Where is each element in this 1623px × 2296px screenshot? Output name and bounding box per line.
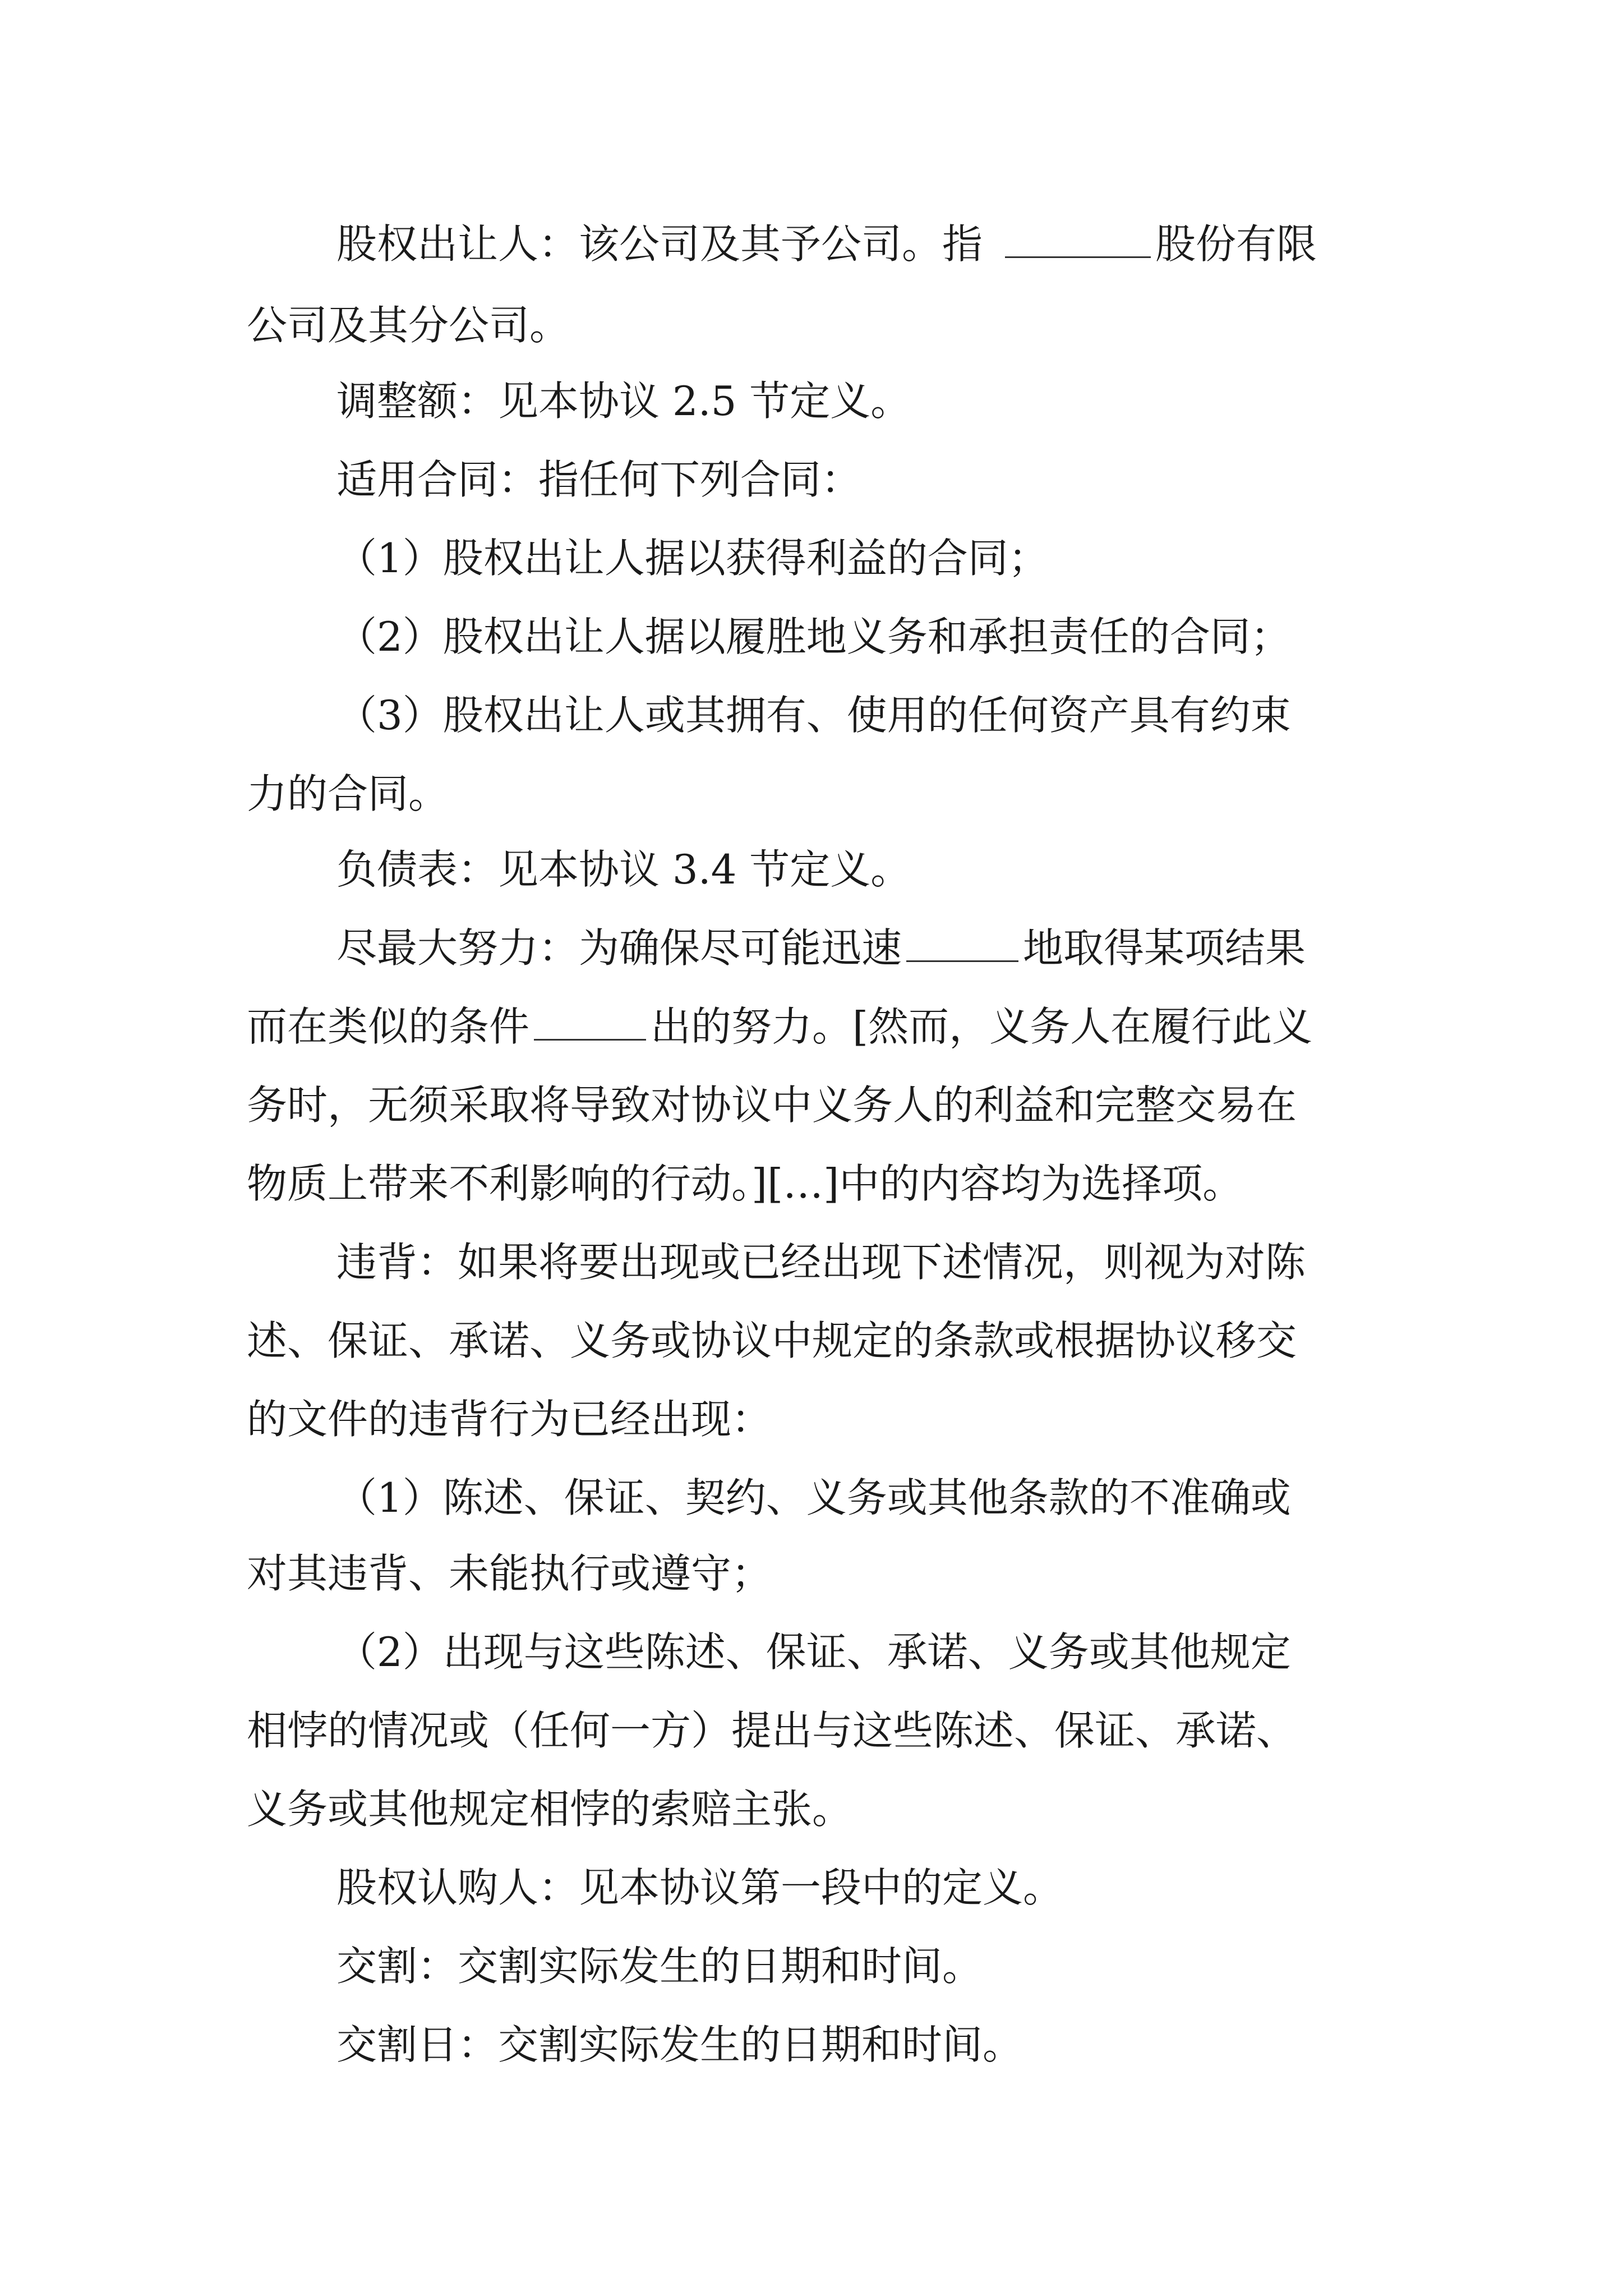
paragraph-line: 的文件的违背行为已经出现： xyxy=(247,1396,772,1443)
blank-underline xyxy=(906,920,1018,962)
paragraph-line: 调整额：见本协议 2.5 节定义。 xyxy=(336,378,911,425)
paragraph-line: 公司及其分公司。 xyxy=(247,302,570,349)
paragraph-line: 交割：交割实际发生的日期和时间。 xyxy=(336,1943,983,1990)
text-span: 而在类似的条件 xyxy=(247,1003,530,1050)
text-span: 出的努力。[然而，义务人在履行此义 xyxy=(651,1003,1313,1050)
paragraph-line: 物质上带来不利影响的行动。][…]中的内容均为选择项。 xyxy=(247,1160,1243,1207)
paragraph-line: （1）陈述、保证、契约、义务或其他条款的不准确或 xyxy=(336,1474,1291,1521)
paragraph-line: 违背：如果将要出现或已经出现下述情况，则视为对陈 xyxy=(336,1239,1306,1286)
paragraph-line: 述、保证、承诺、义务或协议中规定的条款或根据协议移交 xyxy=(247,1317,1297,1364)
paragraph-line: 股权认购人：见本协议第一段中的定义。 xyxy=(336,1864,1064,1911)
paragraph-line: 适用合同：指任何下列合同： xyxy=(336,456,862,503)
paragraph-line: （3）股权出让人或其拥有、使用的任何资产具有约束 xyxy=(336,692,1291,739)
paragraph-line: 负债表：见本协议 3.4 节定义。 xyxy=(336,846,911,893)
paragraph-line xyxy=(247,987,1312,1066)
paragraph-line: （2）股权出让人据以履胜地义务和承担责任的合同； xyxy=(336,613,1291,660)
paragraph-line: （2）出现与这些陈述、保证、承诺、义务或其他规定 xyxy=(336,1628,1291,1676)
paragraph-line: 务时，无须采取将导致对协议中义务人的利益和完整交易在 xyxy=(247,1082,1297,1129)
text-span: 尽最大努力：为确保尽可能迅速 xyxy=(336,924,902,972)
blank-underline xyxy=(534,999,646,1041)
paragraph-line: 义务或其他规定相悖的索赔主张。 xyxy=(247,1786,853,1833)
blank-underline xyxy=(1005,216,1151,258)
text-span: 股权出让人：该公司及其予公司。指 xyxy=(336,220,983,268)
text-span: 股份有限 xyxy=(1155,220,1317,268)
paragraph-line: 相悖的情况或（任何一方）提出与这些陈述、保证、承诺、 xyxy=(247,1707,1297,1754)
paragraph-line: 对其违背、未能执行或遵守； xyxy=(247,1550,772,1597)
paragraph-line xyxy=(336,205,1317,283)
text-span: 地取得某项结果 xyxy=(1023,924,1306,972)
paragraph-line xyxy=(336,909,1306,987)
paragraph-line: 力的合同。 xyxy=(247,770,449,817)
paragraph-line: （1）股权出让人据以获得利益的合同； xyxy=(336,535,1049,582)
paragraph-line: 交割日：交割实际发生的日期和时间。 xyxy=(336,2021,1023,2068)
